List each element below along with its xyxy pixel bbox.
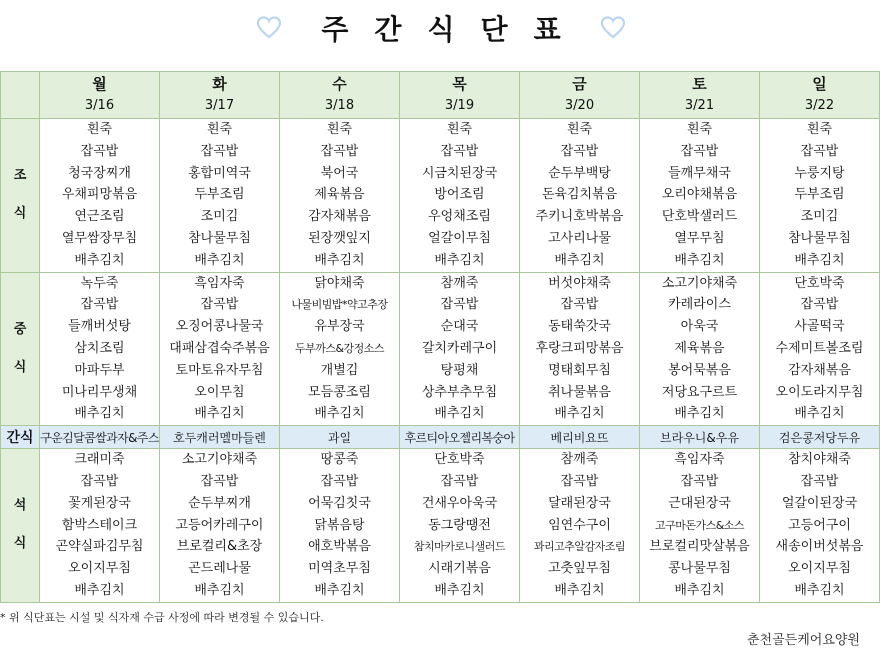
menu-item: 꽈리고추알감자조림 — [533, 540, 626, 554]
menu-item: 새송이버섯볶음 — [775, 539, 864, 555]
menu-item: 순두부백탕 — [548, 165, 611, 181]
menu-item: 배추김치 — [434, 252, 485, 268]
breakfast-row — [1, 119, 880, 273]
breakfast-cell — [520, 119, 640, 273]
menu-item: 수제미트볼조림 — [775, 340, 864, 356]
day-date: 3/18 — [324, 98, 355, 113]
day-name: 수 — [332, 75, 347, 93]
menu-item: 흰죽 — [206, 122, 233, 137]
menu-item: 사골떡국 — [794, 319, 845, 335]
menu-item: 상추부추무침 — [421, 384, 498, 400]
menu-item: 곤약실파김무침 — [55, 539, 144, 555]
menu-item: 흰죽 — [566, 122, 593, 137]
menu-item: 열무무침 — [674, 230, 725, 246]
dinner-cell — [640, 449, 760, 603]
menu-item: 오이무침 — [194, 384, 245, 400]
menu-item: 오이지무침 — [68, 561, 131, 577]
menu-item: 홍합미역국 — [188, 165, 251, 181]
day-header — [520, 72, 640, 119]
snack-cell: 브라우니&우유 — [640, 426, 760, 449]
lunch-cell — [400, 272, 520, 426]
menu-item: 아욱국 — [680, 319, 719, 335]
header-row — [1, 72, 880, 119]
day-header — [40, 72, 160, 119]
menu-item: 배추김치 — [74, 582, 125, 598]
snack-cell: 과일 — [280, 426, 400, 449]
menu-item: 열무쌈장무침 — [61, 230, 138, 246]
page-title: 주간식단표 — [321, 13, 587, 46]
menu-item: 우채피망볶음 — [61, 187, 138, 203]
menu-item: 대패삼겹숙주볶음 — [169, 340, 270, 356]
breakfast-cell — [40, 119, 160, 273]
menu-item: 오이지무침 — [788, 561, 851, 577]
menu-item: 잡곡밥 — [200, 297, 239, 313]
menu-item: 소고기야채죽 — [181, 452, 258, 468]
menu-item: 토마토유자무침 — [175, 362, 264, 378]
menu-item: 흰죽 — [686, 122, 713, 137]
menu-item: 미나리무생채 — [61, 384, 138, 400]
menu-item: 단호박죽 — [794, 275, 845, 291]
menu-item: 달래된장국 — [548, 495, 611, 511]
day-date: 3/20 — [564, 98, 595, 113]
menu-item: 오이도라지무침 — [775, 384, 864, 400]
day-name: 화 — [212, 75, 227, 93]
menu-item: 참나물무침 — [188, 230, 251, 246]
menu-item: 브로컬리맛살볶음 — [649, 539, 750, 555]
menu-item: 배추김치 — [434, 582, 485, 598]
snack-row — [1, 426, 880, 449]
menu-item: 건새우아욱국 — [421, 495, 498, 511]
menu-item: 참깨죽 — [440, 275, 479, 291]
day-date: 3/16 — [84, 98, 115, 113]
menu-item: 누룽지탕 — [794, 165, 845, 181]
menu-item: 버섯야채죽 — [548, 275, 611, 291]
menu-item: 오리야채볶음 — [661, 187, 738, 203]
menu-item: 방어조림 — [434, 187, 485, 203]
menu-item: 잡곡밥 — [80, 143, 119, 159]
menu-item: 잡곡밥 — [800, 297, 839, 313]
dinner-cell — [400, 449, 520, 603]
menu-item: 우엉채조림 — [428, 209, 491, 225]
menu-item: 들깨버섯탕 — [68, 319, 131, 335]
menu-item: 고구마돈가스&소스 — [654, 518, 745, 532]
menu-item: 잡곡밥 — [320, 473, 359, 489]
menu-item: 배추김치 — [194, 582, 245, 598]
menu-item: 탕평채 — [440, 362, 479, 378]
snack-cell: 베리비요뜨 — [520, 426, 640, 449]
menu-item: 잡곡밥 — [560, 297, 599, 313]
menu-item: 명태회무침 — [548, 362, 611, 378]
menu-item: 주키니호박볶음 — [535, 209, 624, 225]
organization-name: 춘천골든케어요양원 — [746, 633, 860, 648]
menu-item: 고등어카레구이 — [175, 517, 264, 533]
menu-item: 두부까스&강정소스 — [294, 341, 385, 355]
menu-item: 된장깻잎지 — [308, 230, 371, 246]
menu-item: 조미김 — [200, 209, 239, 225]
snack-cell: 검은콩저당두유 — [760, 426, 880, 449]
menu-item: 배추김치 — [674, 252, 725, 268]
day-header — [400, 72, 520, 119]
lunch-cell — [160, 272, 280, 426]
menu-item: 배추김치 — [314, 582, 365, 598]
snack-cell: 호두캐러멜마들렌 — [160, 426, 280, 449]
breakfast-cell — [280, 119, 400, 273]
menu-item: 배추김치 — [554, 582, 605, 598]
snack-cell: 구운김달콤쌀과자&주스 — [40, 426, 160, 449]
menu-item: 참치마카로니샐러드 — [413, 540, 506, 554]
day-header — [640, 72, 760, 119]
menu-item: 녹두죽 — [80, 275, 119, 291]
day-header — [280, 72, 400, 119]
menu-item: 크래미죽 — [74, 452, 125, 468]
menu-item: 순두부찌개 — [188, 495, 251, 511]
menu-item: 잡곡밥 — [560, 473, 599, 489]
menu-item: 북어국 — [320, 165, 359, 181]
menu-item: 배추김치 — [794, 406, 845, 422]
menu-item: 배추김치 — [554, 252, 605, 268]
menu-item: 마파두부 — [74, 362, 125, 378]
menu-item: 참나물무침 — [788, 230, 851, 246]
lunch-row — [1, 272, 880, 426]
day-date: 3/21 — [684, 98, 715, 113]
snack-cell: 후르티아오젤리복숭아 — [400, 426, 520, 449]
menu-item: 배추김치 — [194, 406, 245, 422]
menu-item: 제육볶음 — [674, 340, 725, 356]
day-name: 월 — [92, 75, 107, 93]
menu-item: 얼갈이된장국 — [781, 495, 858, 511]
menu-item: 유부장국 — [314, 319, 365, 335]
menu-item: 두부조림 — [194, 187, 245, 203]
menu-item: 저당요구르트 — [661, 384, 738, 400]
menu-item: 잡곡밥 — [560, 143, 599, 159]
menu-item: 청국장찌개 — [68, 165, 131, 181]
menu-item: 갈치카레구이 — [421, 340, 498, 356]
lunch-label: 중 식 — [1, 272, 40, 426]
menu-item: 고춧잎무침 — [548, 561, 611, 577]
menu-item: 흰죽 — [86, 122, 113, 137]
menu-item: 흰죽 — [326, 122, 353, 137]
menu-item: 잡곡밥 — [800, 143, 839, 159]
menu-item: 배추김치 — [554, 406, 605, 422]
day-date: 3/17 — [204, 98, 235, 113]
menu-item: 어묵김칫국 — [308, 495, 371, 511]
menu-item: 후랑크피망볶음 — [535, 340, 624, 356]
menu-item: 개별김 — [320, 362, 359, 378]
dinner-cell — [280, 449, 400, 603]
lunch-cell — [760, 272, 880, 426]
menu-item: 잡곡밥 — [680, 473, 719, 489]
menu-item: 참치야채죽 — [788, 452, 851, 468]
menu-item: 카레라이스 — [668, 297, 731, 313]
lunch-cell — [280, 272, 400, 426]
breakfast-cell — [160, 119, 280, 273]
menu-item: 잡곡밥 — [80, 297, 119, 313]
menu-item: 곤드레나물 — [188, 561, 251, 577]
menu-item: 동그랑땡전 — [428, 517, 491, 533]
dinner-row — [1, 449, 880, 603]
day-header — [160, 72, 280, 119]
menu-item: 감자채볶음 — [308, 209, 371, 225]
menu-item: 잡곡밥 — [440, 473, 479, 489]
menu-item: 단호박샐러드 — [661, 209, 738, 225]
menu-item: 감자채볶음 — [788, 362, 851, 378]
dinner-cell — [40, 449, 160, 603]
menu-item: 배추김치 — [794, 252, 845, 268]
menu-item: 봉어묵볶음 — [668, 362, 731, 378]
menu-item: 배추김치 — [314, 406, 365, 422]
menu-item: 잡곡밥 — [320, 143, 359, 159]
menu-item: 삼치조림 — [74, 340, 125, 356]
menu-item: 참깨죽 — [560, 452, 599, 468]
menu-item: 잡곡밥 — [200, 473, 239, 489]
menu-item: 배추김치 — [794, 582, 845, 598]
menu-item: 닭야채죽 — [314, 275, 365, 291]
menu-item: 흰죽 — [806, 122, 833, 137]
menu-item: 흑임자죽 — [194, 275, 245, 291]
menu-item: 잡곡밥 — [440, 297, 479, 313]
day-name: 일 — [812, 75, 827, 93]
menu-item: 들깨무채국 — [668, 165, 731, 181]
menu-item: 시래기볶음 — [428, 561, 491, 577]
dinner-cell — [760, 449, 880, 603]
weekly-menu-table — [0, 71, 880, 603]
menu-item: 단호박죽 — [434, 452, 485, 468]
breakfast-label: 조 식 — [1, 119, 40, 273]
menu-item: 배추김치 — [314, 252, 365, 268]
dinner-cell — [520, 449, 640, 603]
day-name: 금 — [572, 75, 587, 93]
dinner-cell — [160, 449, 280, 603]
menu-item: 브로컬리&초장 — [176, 539, 263, 555]
heart-icon — [600, 15, 626, 41]
menu-item: 콩나물무침 — [668, 561, 731, 577]
menu-item: 취나물볶음 — [548, 384, 611, 400]
menu-item: 잡곡밥 — [680, 143, 719, 159]
menu-item: 근대된장국 — [668, 495, 731, 511]
menu-item: 미역초무침 — [308, 561, 371, 577]
menu-item: 시금치된장국 — [421, 165, 498, 181]
menu-item: 얼갈이무침 — [428, 230, 491, 246]
menu-item: 흰죽 — [446, 122, 473, 137]
menu-item: 배추김치 — [434, 406, 485, 422]
lunch-cell — [520, 272, 640, 426]
menu-item: 잡곡밥 — [80, 473, 119, 489]
menu-item: 나물비빔밥*약고추장 — [291, 298, 388, 312]
menu-item: 함박스테이크 — [61, 517, 138, 533]
day-name: 목 — [452, 75, 467, 93]
menu-title — [0, 8, 882, 58]
breakfast-cell — [760, 119, 880, 273]
day-date: 3/19 — [444, 98, 475, 113]
menu-item: 소고기야채죽 — [661, 275, 738, 291]
menu-item: 고사리나물 — [548, 230, 611, 246]
menu-item: 오징어콩나물국 — [175, 319, 264, 335]
menu-item: 모듬콩조림 — [308, 384, 371, 400]
breakfast-cell — [400, 119, 520, 273]
menu-item: 연근조림 — [74, 209, 125, 225]
day-header — [760, 72, 880, 119]
menu-item: 고등어구이 — [788, 517, 851, 533]
menu-item: 배추김치 — [74, 406, 125, 422]
menu-item: 꽃게된장국 — [68, 495, 131, 511]
menu-item: 잡곡밥 — [200, 143, 239, 159]
menu-item: 두부조림 — [794, 187, 845, 203]
menu-item: 제육볶음 — [314, 187, 365, 203]
menu-item: 동태쑥갓국 — [548, 319, 611, 335]
menu-item: 돈육김치볶음 — [541, 187, 618, 203]
corner-cell — [1, 72, 40, 119]
day-name: 토 — [692, 75, 707, 93]
menu-item: 조미김 — [800, 209, 839, 225]
menu-item: 잡곡밥 — [800, 473, 839, 489]
lunch-cell — [640, 272, 760, 426]
dinner-label: 석 식 — [1, 449, 40, 603]
menu-item: 배추김치 — [194, 252, 245, 268]
menu-item: 임연수구이 — [548, 517, 611, 533]
snack-label: 간식 — [1, 426, 40, 449]
menu-item: 흑임자죽 — [674, 452, 725, 468]
menu-item: 배추김치 — [674, 406, 725, 422]
menu-item: 땅콩죽 — [320, 452, 359, 468]
menu-item: 닭볶음탕 — [314, 517, 365, 533]
footnote: * 위 식단표는 시설 및 식자재 수급 사정에 따라 변경될 수 있습니다. — [0, 611, 324, 624]
menu-item: 배추김치 — [674, 582, 725, 598]
menu-item: 순대국 — [440, 319, 479, 335]
menu-item: 애호박볶음 — [308, 539, 371, 555]
day-date: 3/22 — [804, 98, 835, 113]
heart-icon — [256, 15, 282, 41]
lunch-cell — [40, 272, 160, 426]
breakfast-cell — [640, 119, 760, 273]
menu-item: 잡곡밥 — [440, 143, 479, 159]
menu-item: 배추김치 — [74, 252, 125, 268]
